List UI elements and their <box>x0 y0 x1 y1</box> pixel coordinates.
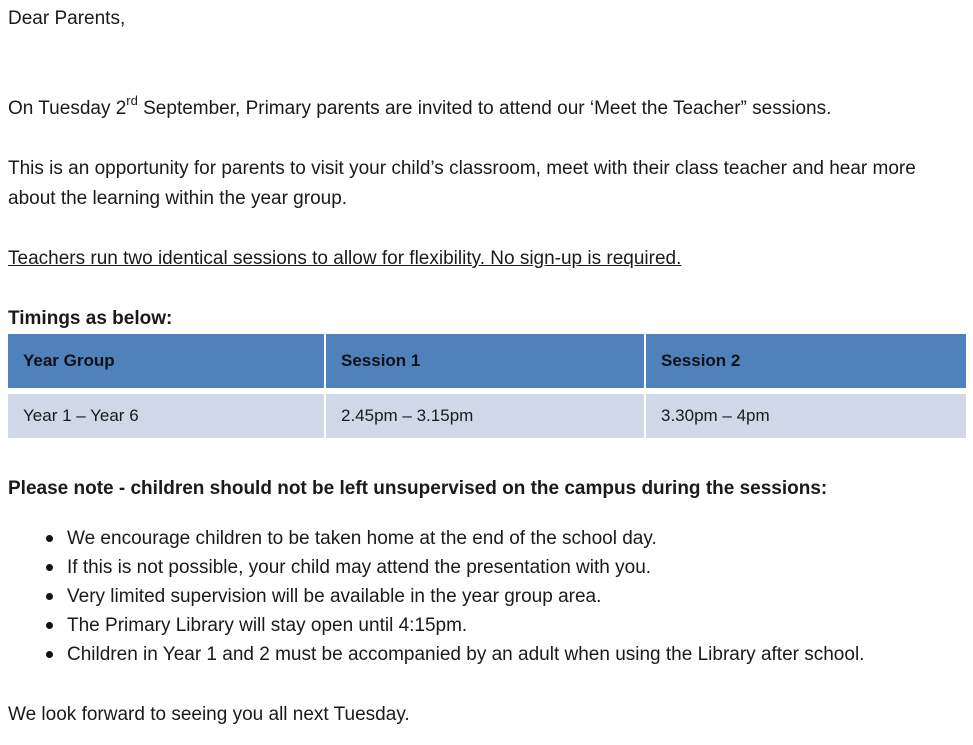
list-item <box>8 582 864 611</box>
please-note-heading: Please note - children should not be left unsupervised on the campus during the sessions: <box>8 478 828 499</box>
list-item <box>8 640 864 669</box>
cell-session-1: 2.45pm – 3.15pm <box>326 394 646 438</box>
header-year-group: Year Group <box>8 334 326 388</box>
list-item-text: If this is not possible, your child may attend the presentation with you. <box>67 557 652 578</box>
table-row <box>8 394 966 438</box>
closing-line: We look forward to seeing you all next Tuesday. <box>8 704 410 725</box>
sessions-note: Teachers run two identical sessions to allow for flexibility. No sign-up is required. <box>8 248 682 269</box>
list-item <box>8 553 864 582</box>
greeting: Dear Parents, <box>8 8 126 29</box>
list-item-text: Children in Year 1 and 2 must be accompanied by an adult when using the Library after school. <box>67 644 865 665</box>
invite-paragraph <box>8 94 831 124</box>
timings-table <box>8 334 966 438</box>
timings-heading: Timings as below: <box>8 308 173 329</box>
bullet-icon <box>46 564 53 571</box>
cell-year-group: Year 1 – Year 6 <box>8 394 326 438</box>
bullet-icon <box>46 622 53 629</box>
header-session-2: Session 2 <box>646 334 966 388</box>
invite-text-end: September, Primary parents are invited to attend our ‘Meet the Teacher” sessions. <box>137 98 832 119</box>
header-session-1: Session 1 <box>326 334 646 388</box>
list-item <box>8 524 864 553</box>
list-item-text: Very limited supervision will be available in the year group area. <box>67 586 602 607</box>
notes-list <box>8 524 864 669</box>
list-item-text: We encourage children to be taken home at the end of the school day. <box>67 528 657 549</box>
invite-text-start: On Tuesday 2 <box>8 98 127 119</box>
opportunity-line-1: This is an opportunity for parents to visit your child’s classroom, meet with their class teacher and hear more <box>8 158 916 179</box>
list-item-text: The Primary Library will stay open until 4:15pm. <box>67 615 468 636</box>
list-item <box>8 611 864 640</box>
table-header-row <box>8 334 966 388</box>
bullet-icon <box>46 535 53 542</box>
bullet-icon <box>46 651 53 658</box>
ordinal-suffix: rd <box>126 92 138 108</box>
cell-session-2: 3.30pm – 4pm <box>646 394 966 438</box>
bullet-icon <box>46 593 53 600</box>
opportunity-line-2: about the learning within the year group. <box>8 188 348 209</box>
